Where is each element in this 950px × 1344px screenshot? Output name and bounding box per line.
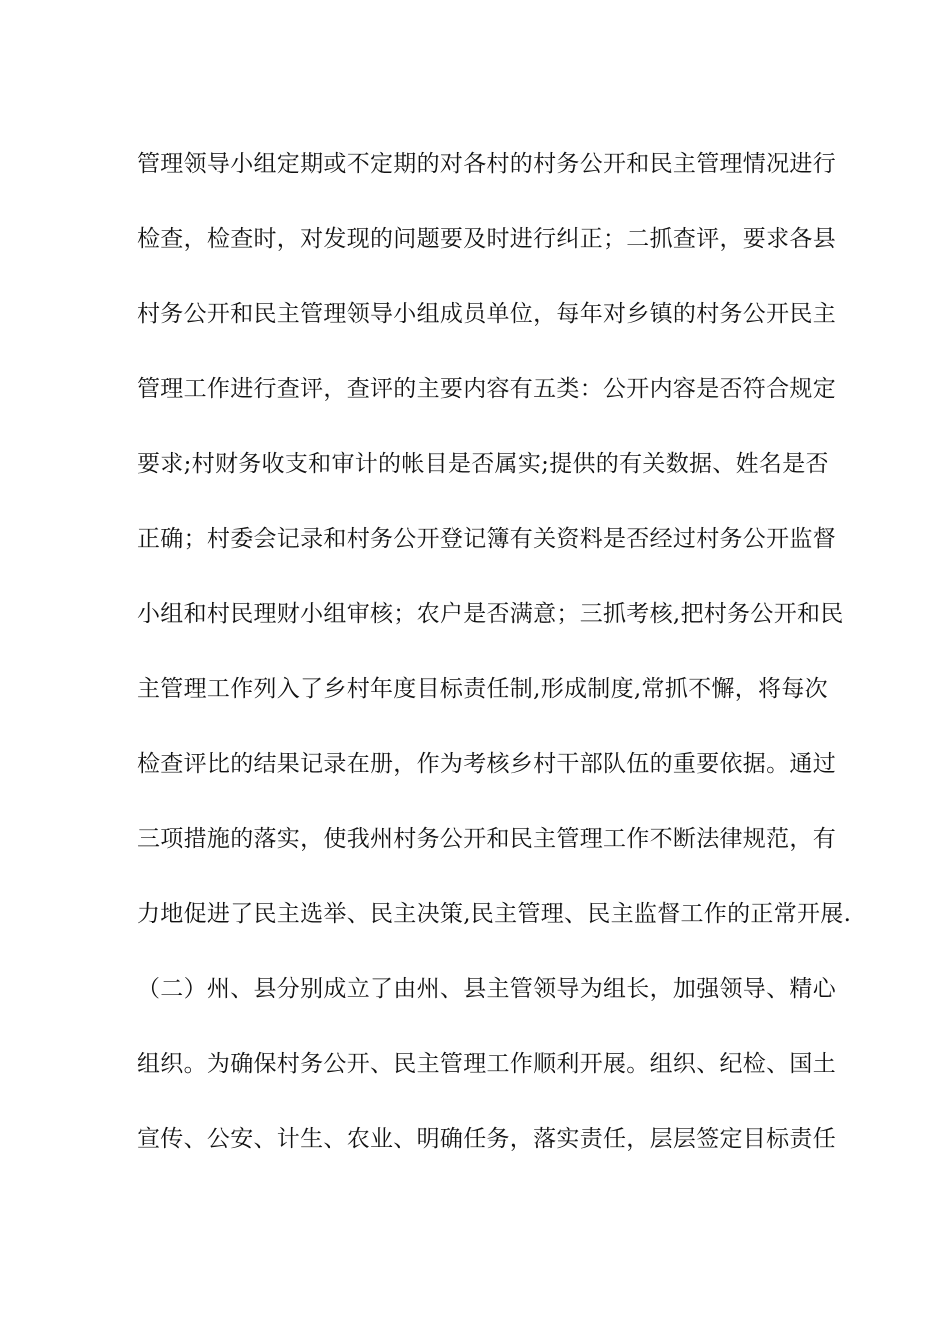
text-line: 管理领导小组定期或不定期的对各村的村务公开和民主管理情况进行 bbox=[137, 151, 836, 177]
text-line: 组织。为确保村务公开、民主管理工作顺利开展。组织、纪检、国土 bbox=[137, 1051, 836, 1077]
text-line: （二）州、县分别成立了由州、县主管领导为组长，加强领导、精心 bbox=[137, 976, 836, 1002]
text-line: 宣传、公安、计生、农业、明确任务，落实责任，层层签定目标责任 bbox=[137, 1126, 836, 1152]
text-line: 正确；村委会记录和村务公开登记簿有关资料是否经过村务公开监督 bbox=[137, 526, 836, 552]
text-line: 要求;村财务收支和审计的帐目是否属实;提供的有关数据、姓名是否 bbox=[137, 451, 829, 477]
body-text bbox=[137, 140, 852, 1190]
text-line: 检查评比的结果记录在册，作为考核乡村干部队伍的重要依据。通过 bbox=[137, 751, 836, 777]
text-line: 管理工作进行查评，查评的主要内容有五类：公开内容是否符合规定 bbox=[137, 376, 836, 402]
text-line: 力地促进了民主选举、民主决策,民主管理、民主监督工作的正常开展. bbox=[137, 901, 852, 927]
text-line: 村务公开和民主管理领导小组成员单位，每年对乡镇的村务公开民主 bbox=[137, 301, 836, 327]
text-line: 小组和村民理财小组审核；农户是否满意；三抓考核,把村务公开和民 bbox=[137, 601, 844, 627]
text-line: 主管理工作列入了乡村年度目标责任制,形成制度,常抓不懈，将每次 bbox=[137, 676, 828, 702]
text-line: 检查，检查时，对发现的问题要及时进行纠正；二抓查评，要求各县 bbox=[137, 226, 836, 252]
text-line: 三项措施的落实，使我州村务公开和民主管理工作不断法律规范，有 bbox=[137, 826, 836, 852]
